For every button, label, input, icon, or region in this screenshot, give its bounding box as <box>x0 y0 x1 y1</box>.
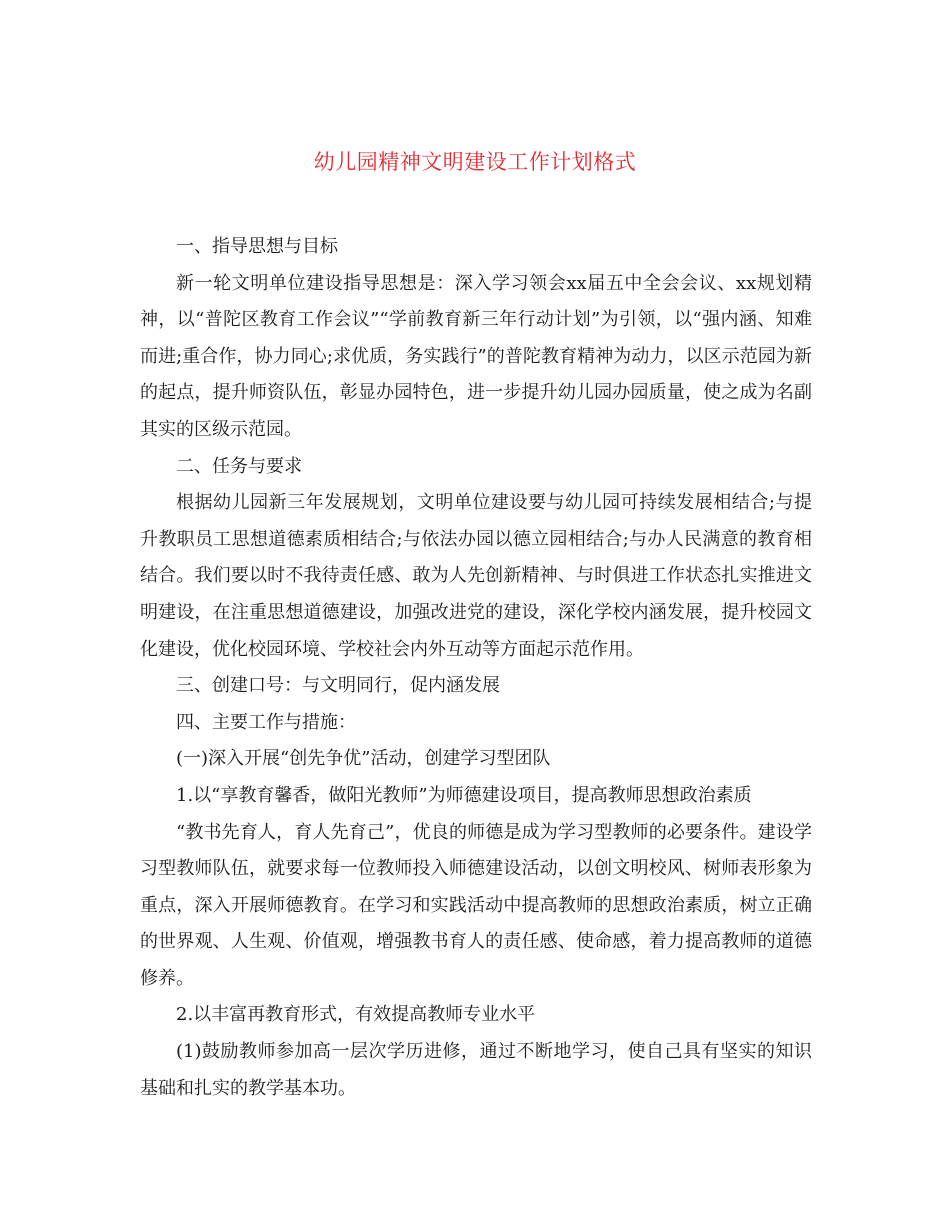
document-body <box>140 229 812 1107</box>
section-heading-measures: 四、主要工作与措施： <box>176 711 356 733</box>
item-heading-training: 2.以丰富再教育形式，有效提高教师专业水平 <box>176 1004 536 1026</box>
paragraph-training-1: (1)鼓励教师参加高一层次学历进修，通过不断地学习，使自己具有坚实的知识基础和扎实的教学基本功。 <box>140 1041 812 1099</box>
paragraph-tasks: 根据幼儿园新三年发展规划，文明单位建设要与幼儿园可持续发展相结合;与提升教职员工思想道德素质相结合;与依法办园以德立园相结合;与办人民满意的教育相结合。我们要以时不我待责任感、敢为人先创新精神、与时俱进工作状态扎实推进文明建设，在注重思想道德建设，加强改进党的建设，深化学校内涵发展，提升校园文化建设，优化校园环境、学校社会内外互动等方面起示范作用。 <box>140 492 812 660</box>
section-heading-tasks: 二、任务与要求 <box>176 455 302 477</box>
paragraph-guiding-ideology: 新一轮文明单位建设指导思想是：深入学习领会xx届五中全会会议、xx规划精神，以“普陀区教育工作会议”“学前教育新三年行动计划”为引领，以“强内涵、知难而进;重合作，协力同心;求优质，务实践行”的普陀教育精神为动力，以区示范园为新的起点，提升师资队伍，彰显办园特色，进一步提升幼儿园办园质量，使之成为名副其实的区级示范园。 <box>140 272 812 440</box>
paragraph-ethics: “教书先育人，育人先育己”，优良的师德是成为学习型教师的必要条件。建设学习型教师队伍，就要求每一位教师投入师德建设活动，以创文明校风、树师表形象为重点，深入开展师德教育。在学习和实践活动中提高教师的思想政治素质，树立正确的世界观、人生观、价值观，增强教书育人的责任感、使命感，着力提高教师的道德修养。 <box>140 821 812 989</box>
item-heading-ethics: 1.以“享教育馨香，做阳光教师”为师德建设项目，提高教师思想政治素质 <box>176 784 752 806</box>
section-heading-slogan: 三、创建口号：与文明同行，促内涵发展 <box>176 675 500 697</box>
document-title: 幼儿园精神文明建设工作计划格式 <box>313 150 637 174</box>
section-heading-guiding-ideology: 一、指导思想与目标 <box>176 236 338 257</box>
subsection-heading-activities: (一)深入开展“创先争优”活动，创建学习型团队 <box>176 748 551 770</box>
